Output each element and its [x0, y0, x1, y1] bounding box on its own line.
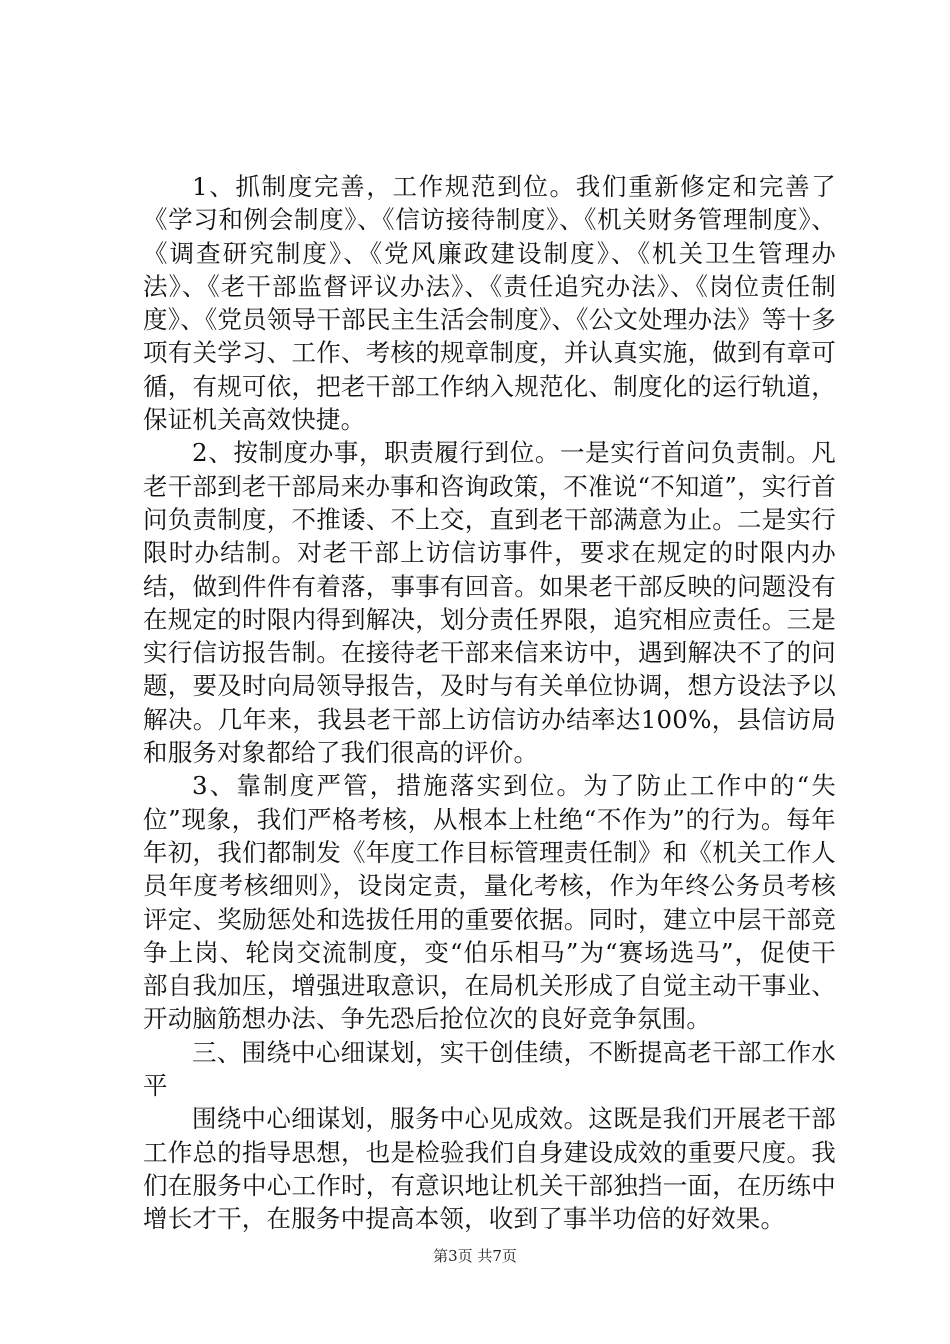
paragraph-4: 围绕中心细谋划，服务中心见成效。这既是我们开展老干部工作总的指导思想，也是检验我们自身建设成效的重要尺度。我们在服务中心工作时，有意识地让机关干部独挡一面，在历练中增长才干，在服务中提高本领，收到了事半功倍的好效果。 [143, 1104, 836, 1234]
page-number-footer: 第3页 共7页 [433, 1247, 517, 1265]
document-body [143, 170, 836, 1236]
paragraph-2: 2、按制度办事，职责履行到位。一是实行首问负责制。凡老干部到老干部局来办事和咨询政策，不准说“不知道”，实行首问负责制度，不推诿、不上交，直到老干部满意为止。二是实行限时办结制。对老干部上访信访事件，要求在规定的时限内办结，做到件件有着落，事事有回音。如果老干部反映的问题没有在规定的时限内得到解决，划分责任界限，追究相应责任。三是实行信访报告制。在接待老干部来信来访中，遇到解决不了的问题，要及时向局领导报告，及时与有关单位协调，想方设法予以解决。几年来，我县老干部上访信访办结率达100%，县信访局和服务对象都给了我们很高的评价。 [143, 438, 836, 768]
paragraph-1: 1、抓制度完善，工作规范到位。我们重新修定和完善了《学习和例会制度》、《信访接待制度》、《机关财务管理制度》、《调查研究制度》、《党风廉政建设制度》、《机关卫生管理办法》、《老干部监督评议办法》、《责任追究办法》、《岗位责任制度》、《党员领导干部民主生活会制度》、《公文处理办法》等十多项有关学习、工作、考核的规章制度，并认真实施，做到有章可循，有规可依，把老干部工作纳入规范化、制度化的运行轨道，保证机关高效快捷。 [143, 172, 836, 435]
section-heading: 三、围绕中心细谋划，实干创佳绩，不断提高老干部工作水平 [143, 1037, 836, 1101]
paragraph-3: 3、靠制度严管，措施落实到位。为了防止工作中的“失位”现象，我们严格考核，从根本上杜绝“不作为”的行为。每年年初，我们都制发《年度工作目标管理责任制》和《机关工作人员年度考核细则》，设岗定责，量化考核，作为年终公务员考核评定、奖励惩处和选拔任用的重要依据。同时，建立中层干部竞争上岗、轮岗交流制度，变“伯乐相马”为“赛场选马”，促使干部自我加压，增强进取意识，在局机关形成了自觉主动干事业、开动脑筋想办法、争先恐后抢位次的良好竞争氛围。 [143, 771, 836, 1034]
